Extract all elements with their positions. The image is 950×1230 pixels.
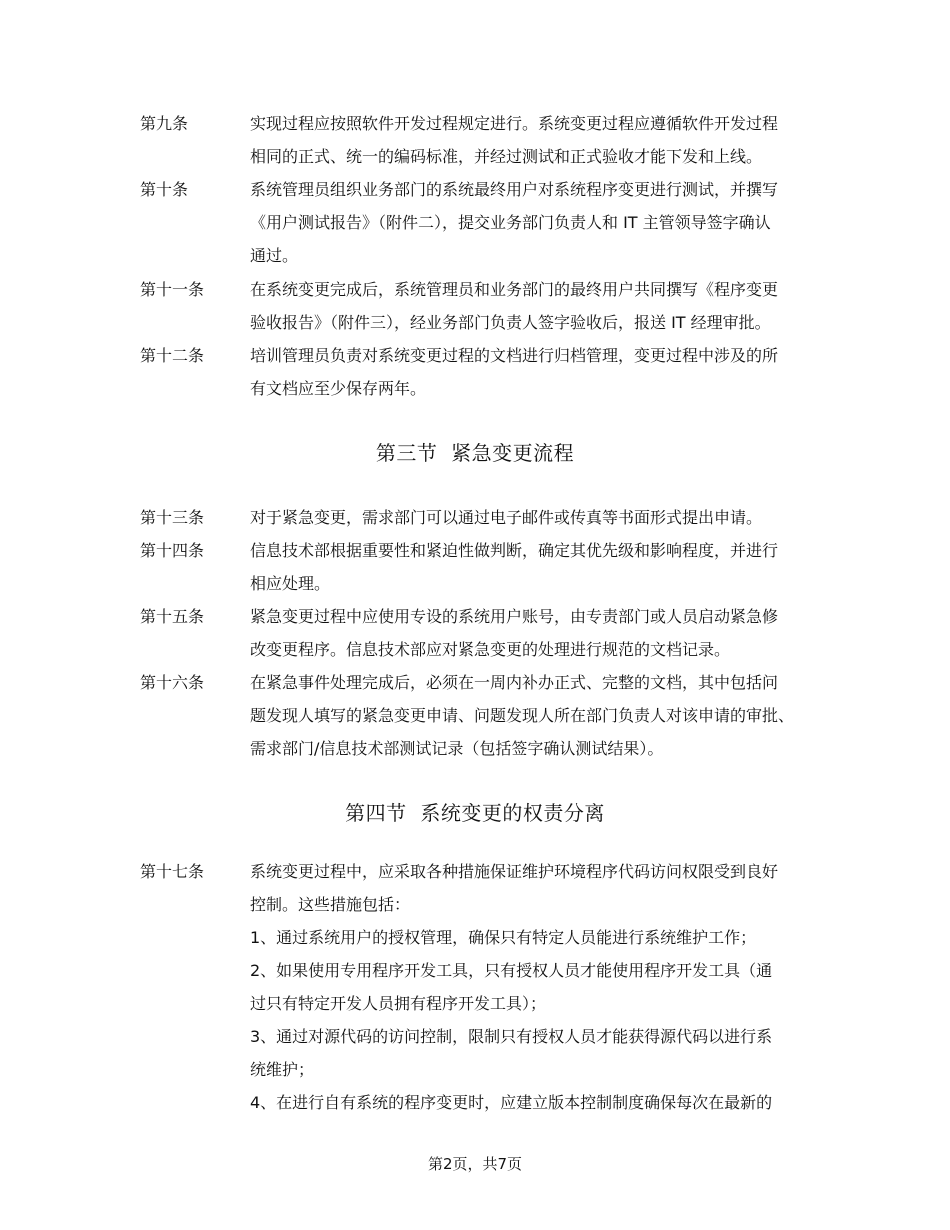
article-line: 题发现人填写的紧急变更申请、问题发现人所在部门负责人对该申请的审批、: [250, 706, 795, 725]
article-label: 第十五条: [140, 607, 205, 626]
article-line: 有文档应至少保存两年。: [250, 379, 427, 398]
article-line: 通过。: [250, 246, 299, 265]
article-body: [250, 273, 825, 339]
article-line: 相应处理。: [250, 574, 331, 593]
article-label: 第十条: [140, 180, 189, 199]
article-line: 紧急变更过程中应使用专设的系统用户账号，由专责部门或人员启动紧急修: [250, 607, 779, 626]
article-body: [250, 501, 825, 534]
article-line: 系统管理员组织业务部门的系统最终用户对系统程序变更进行测试，并撰写: [250, 180, 779, 199]
article-line: 对于紧急变更，需求部门可以通过电子邮件或传真等书面形式提出申请。: [250, 508, 763, 527]
article-line: 实现过程应按照软件开发过程规定进行。系统变更过程应遵循软件开发过程: [250, 114, 779, 133]
article-line: 在系统变更完成后，系统管理员和业务部门的最终用户共同撰写《程序变更: [250, 280, 779, 299]
list-item-line: 4、在进行自有系统的程序变更时，应建立版本控制制度确保每次在最新的: [250, 1093, 773, 1112]
article-label: 第九条: [140, 114, 189, 133]
article-line: 信息技术部根据重要性和紧迫性做判断，确定其优先级和影响程度，并进行: [250, 541, 779, 560]
list-item-line: 3、通过对源代码的访问控制，限制只有授权人员才能获得源代码以进行系: [250, 1027, 773, 1046]
list-item: [250, 921, 825, 954]
article-body: [250, 107, 825, 173]
article-body: [250, 600, 825, 666]
list-item-line: 过只有特定开发人员拥有程序开发工具）；: [250, 994, 547, 1013]
article-label: 第十四条: [140, 541, 205, 560]
article-line: 改变更程序。信息技术部应对紧急变更的处理进行规范的文档记录。: [250, 640, 731, 659]
article-line: 需求部门/信息技术部测试记录（包括签字确认测试结果）。: [250, 739, 664, 758]
list-item-line: 1、通过系统用户的授权管理，确保只有特定人员能进行系统维护工作；: [250, 928, 757, 947]
article-label: 第十七条: [140, 862, 205, 881]
section-title: 第三节 紧急变更流程: [375, 441, 575, 465]
list-item-line: 2、如果使用专用程序开发工具，只有授权人员才能使用程序开发工具（通: [250, 961, 773, 980]
article-body: [250, 855, 825, 921]
article-line: 《用户测试报告》（附件二），提交业务部门负责人和 IT 主管领导签字确认: [250, 213, 771, 232]
article-line: 控制。这些措施包括：: [250, 895, 411, 914]
article-label: 第十一条: [140, 280, 205, 299]
page-number-footer: 第2页，共7页: [427, 1155, 523, 1173]
list-item: [250, 954, 825, 1020]
article-line: 验收报告》（附件三），经业务部门负责人签字验收后，报送 IT 经理审批。: [250, 313, 771, 332]
article-label: 第十二条: [140, 346, 205, 365]
article-line: 在紧急事件处理完成后，必须在一周内补办正式、完整的文档，其中包括问: [250, 673, 779, 692]
article-line: 相同的正式、统一的编码标准，并经过测试和正式验收才能下发和上线。: [250, 147, 763, 166]
article-line: 系统变更过程中，应采取各种措施保证维护环境程序代码访问权限受到良好: [250, 862, 779, 881]
list-item: [250, 1086, 825, 1119]
article-body: [250, 534, 825, 600]
article-body: [250, 173, 825, 272]
article-label: 第十六条: [140, 673, 205, 692]
article-body: [250, 666, 825, 765]
list-item-line: 统维护；: [250, 1060, 315, 1079]
list-item: [250, 1020, 825, 1086]
article-body: [250, 339, 825, 405]
article-label: 第十三条: [140, 508, 205, 527]
article-line: 培训管理员负责对系统变更过程的文档进行归档管理，变更过程中涉及的所: [250, 346, 779, 365]
section-title: 第四节 系统变更的权责分离: [345, 801, 605, 825]
